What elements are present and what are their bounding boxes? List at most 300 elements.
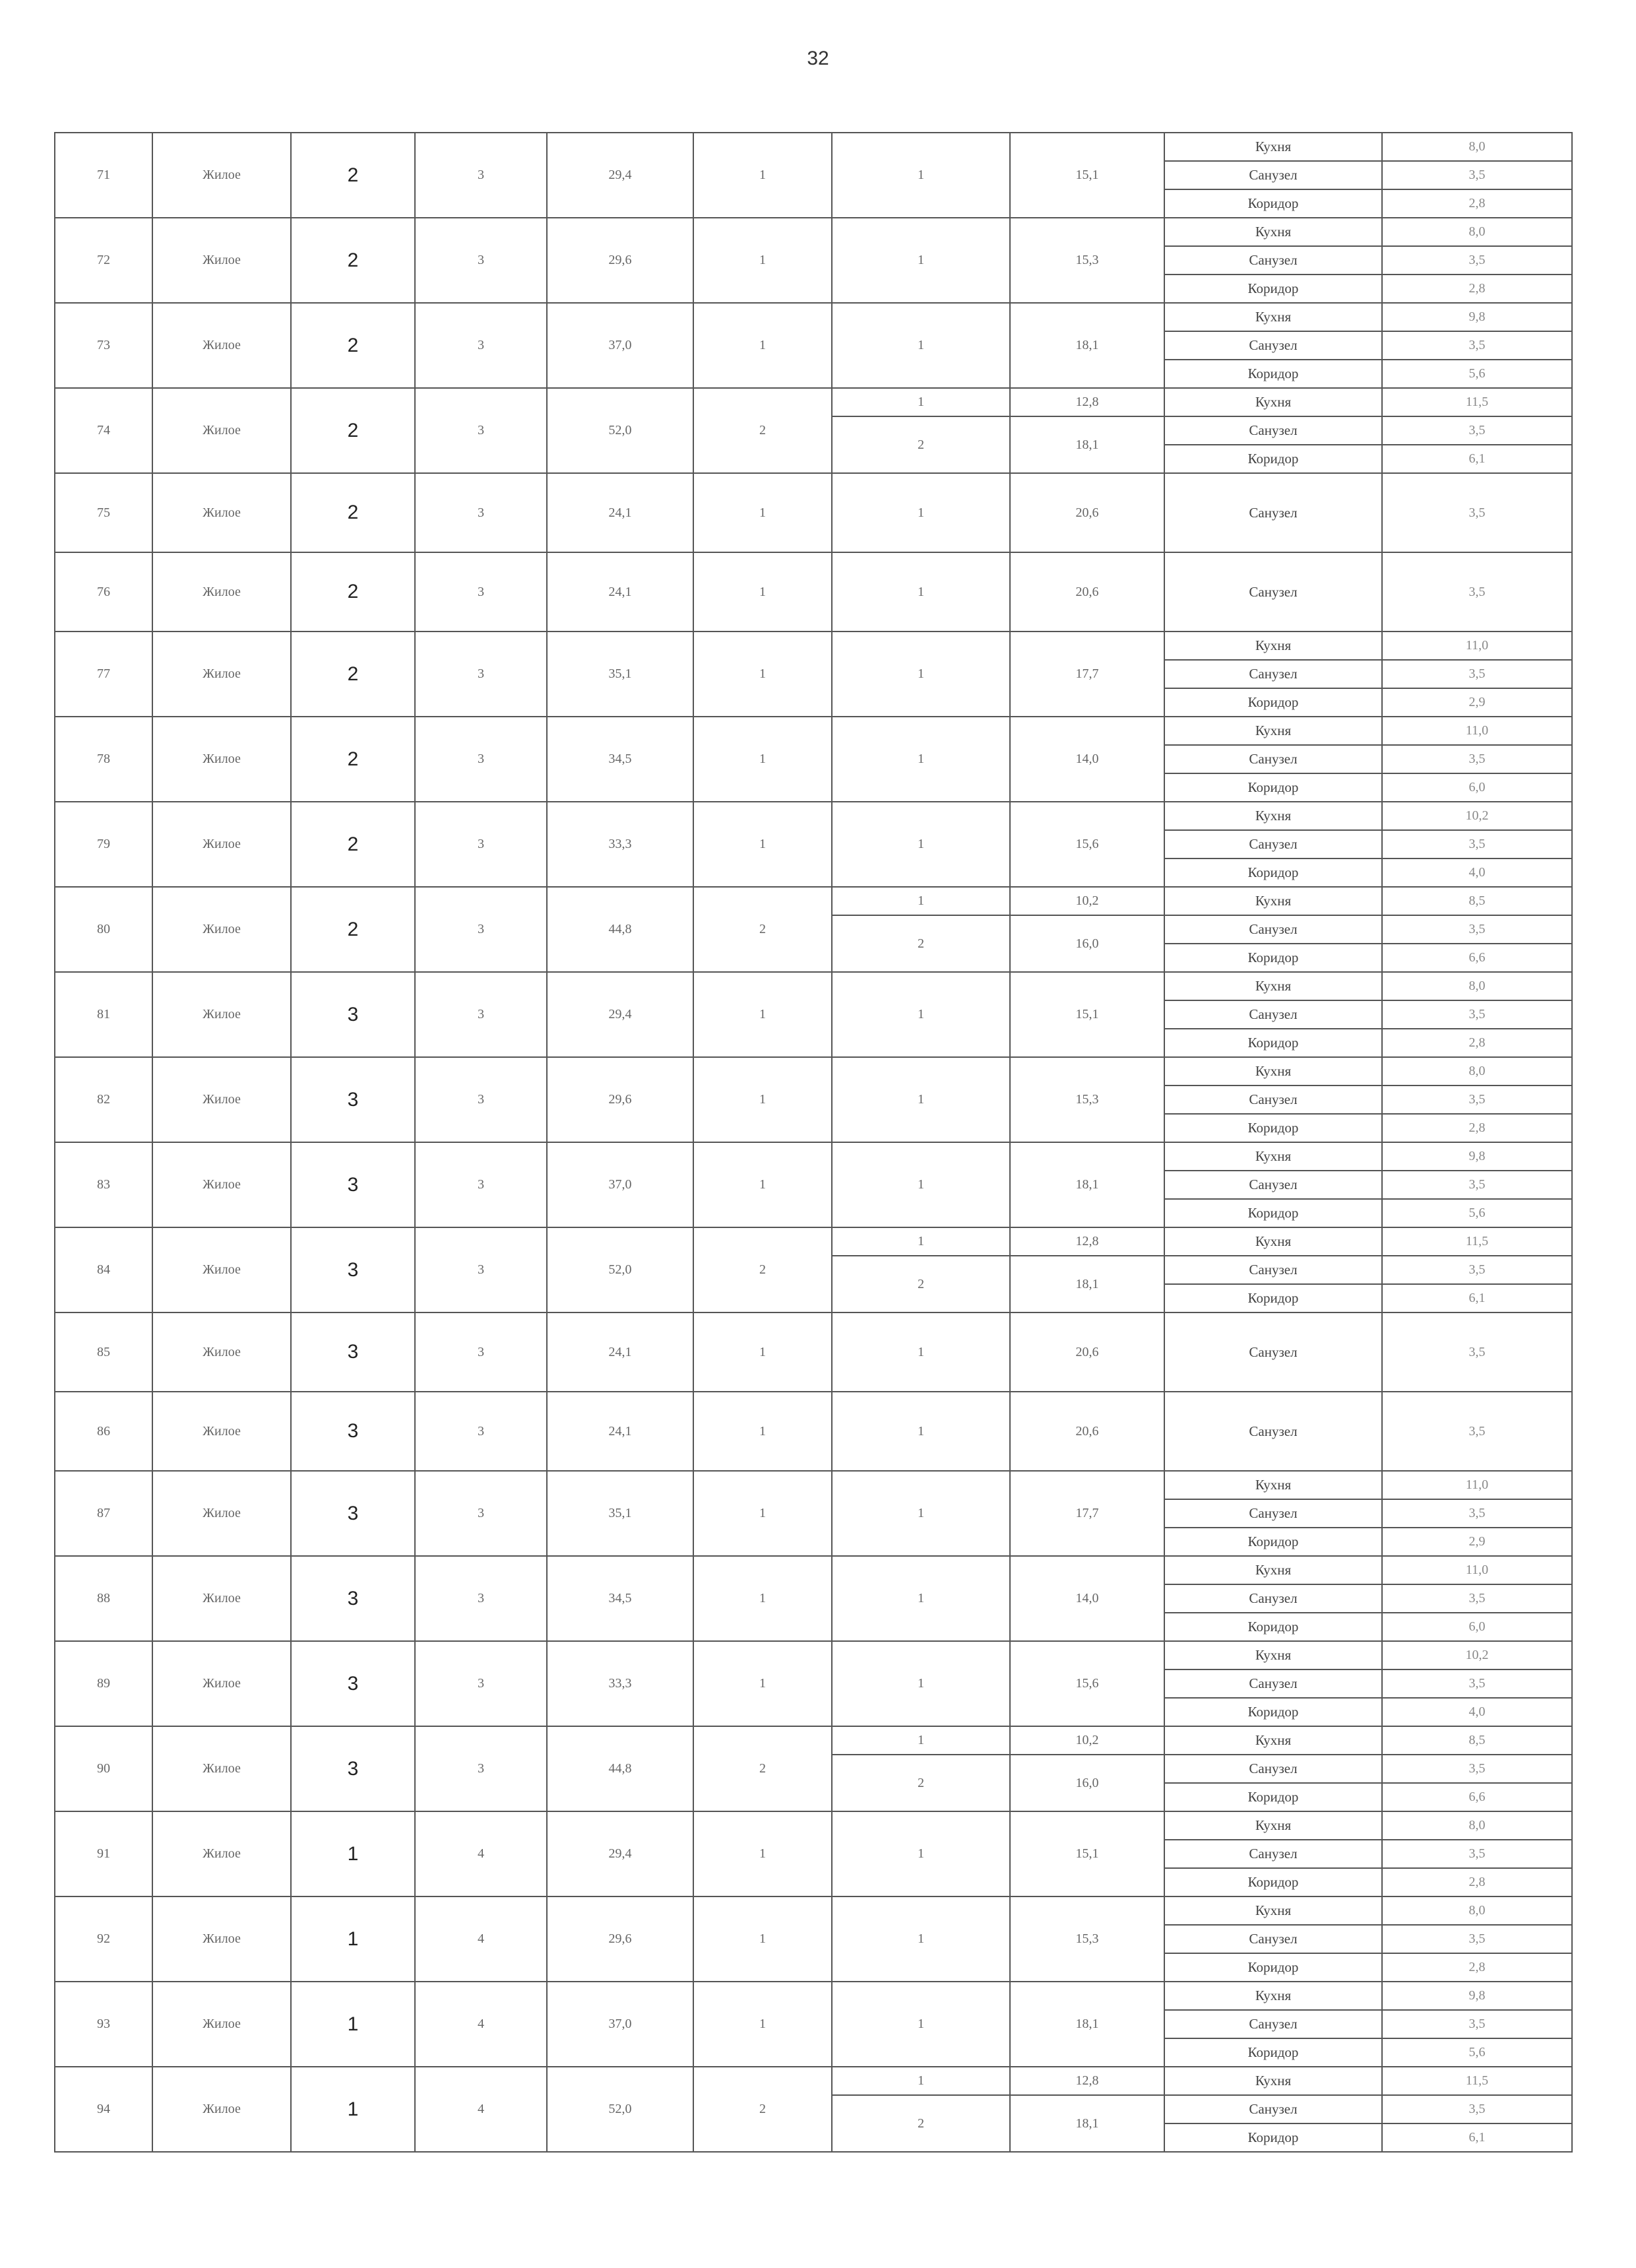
- aux-room-area-cell: 3,5: [1382, 1312, 1572, 1392]
- room-number-cell: 1: [832, 1896, 1010, 1982]
- apartment-number-cell: 93: [55, 1982, 152, 2067]
- purpose-cell: Жилое: [152, 2067, 291, 2152]
- aux-room-area-cell: 2,8: [1382, 1114, 1572, 1142]
- room-area-cell: 12,8: [1010, 2067, 1164, 2095]
- apartment-number-cell: 79: [55, 802, 152, 887]
- room-area-cell: 10,2: [1010, 1726, 1164, 1755]
- section-cell: 3: [415, 632, 547, 717]
- room-number-cell: 2: [832, 1256, 1010, 1312]
- aux-room-name-cell: Коридор: [1164, 688, 1382, 717]
- aux-room-name-cell: Кухня: [1164, 1726, 1382, 1755]
- aux-room-name-cell: Коридор: [1164, 944, 1382, 972]
- purpose-cell: Жилое: [152, 1227, 291, 1312]
- total-area-cell: 29,4: [547, 1811, 693, 1896]
- aux-room-name-cell: Санузел: [1164, 416, 1382, 445]
- purpose-cell: Жилое: [152, 1896, 291, 1982]
- section-cell: 3: [415, 473, 547, 552]
- room-count-cell: 1: [693, 552, 832, 632]
- apartment-number-cell: 75: [55, 473, 152, 552]
- room-number-cell: 1: [832, 388, 1010, 416]
- aux-room-area-cell: 8,0: [1382, 1811, 1572, 1840]
- aux-room-name-cell: Санузел: [1164, 1584, 1382, 1613]
- aux-room-area-cell: 3,5: [1382, 1000, 1572, 1029]
- aux-room-area-cell: 2,8: [1382, 275, 1572, 303]
- apartment-number-cell: 90: [55, 1726, 152, 1811]
- floor-cell: 3: [291, 1471, 415, 1556]
- table-row: [55, 887, 1572, 915]
- aux-room-area-cell: 6,1: [1382, 1284, 1572, 1312]
- purpose-cell: Жилое: [152, 717, 291, 802]
- table-row: [55, 1471, 1572, 1499]
- table-row: [55, 133, 1572, 161]
- apartment-number-cell: 78: [55, 717, 152, 802]
- apartment-table: [54, 132, 1573, 2153]
- aux-room-name-cell: Санузел: [1164, 1755, 1382, 1783]
- table-row: [55, 218, 1572, 246]
- aux-room-name-cell: Кухня: [1164, 1057, 1382, 1085]
- room-count-cell: 1: [693, 1982, 832, 2067]
- aux-room-area-cell: 8,5: [1382, 887, 1572, 915]
- table-row: [55, 1057, 1572, 1085]
- aux-room-area-cell: 8,0: [1382, 1057, 1572, 1085]
- aux-room-area-cell: 6,1: [1382, 445, 1572, 473]
- room-number-cell: 1: [832, 1641, 1010, 1726]
- table-row: [55, 1556, 1572, 1584]
- aux-room-name-cell: Коридор: [1164, 1783, 1382, 1811]
- table-row: [55, 1982, 1572, 2010]
- aux-room-name-cell: Санузел: [1164, 2095, 1382, 2123]
- aux-room-name-cell: Санузел: [1164, 1925, 1382, 1953]
- room-count-cell: 2: [693, 388, 832, 473]
- apartment-number-cell: 80: [55, 887, 152, 972]
- room-number-cell: 1: [832, 2067, 1010, 2095]
- room-count-cell: 1: [693, 802, 832, 887]
- room-number-cell: 1: [832, 1982, 1010, 2067]
- aux-room-area-cell: 5,6: [1382, 360, 1572, 388]
- purpose-cell: Жилое: [152, 303, 291, 388]
- aux-room-name-cell: Санузел: [1164, 161, 1382, 189]
- purpose-cell: Жилое: [152, 552, 291, 632]
- room-count-cell: 1: [693, 218, 832, 303]
- aux-room-area-cell: 6,6: [1382, 1783, 1572, 1811]
- aux-room-area-cell: 3,5: [1382, 1840, 1572, 1868]
- apartment-number-cell: 88: [55, 1556, 152, 1641]
- room-area-cell: 10,2: [1010, 887, 1164, 915]
- room-number-cell: 1: [832, 133, 1010, 218]
- floor-cell: 1: [291, 1896, 415, 1982]
- floor-cell: 2: [291, 388, 415, 473]
- table-row: [55, 473, 1572, 552]
- aux-room-area-cell: 2,8: [1382, 189, 1572, 218]
- room-area-cell: 18,1: [1010, 303, 1164, 388]
- aux-room-area-cell: 9,8: [1382, 303, 1572, 331]
- aux-room-area-cell: 8,5: [1382, 1726, 1572, 1755]
- aux-room-name-cell: Санузел: [1164, 1085, 1382, 1114]
- total-area-cell: 52,0: [547, 1227, 693, 1312]
- table-row: [55, 802, 1572, 830]
- total-area-cell: 33,3: [547, 802, 693, 887]
- aux-room-name-cell: Кухня: [1164, 1896, 1382, 1925]
- total-area-cell: 33,3: [547, 1641, 693, 1726]
- aux-room-name-cell: Коридор: [1164, 1613, 1382, 1641]
- aux-room-area-cell: 9,8: [1382, 1142, 1572, 1171]
- room-number-cell: 2: [832, 1755, 1010, 1811]
- purpose-cell: Жилое: [152, 473, 291, 552]
- aux-room-name-cell: Санузел: [1164, 2010, 1382, 2038]
- aux-room-name-cell: Санузел: [1164, 745, 1382, 773]
- room-count-cell: 1: [693, 1312, 832, 1392]
- room-number-cell: 1: [832, 972, 1010, 1057]
- room-count-cell: 1: [693, 972, 832, 1057]
- aux-room-name-cell: Коридор: [1164, 1284, 1382, 1312]
- aux-room-area-cell: 5,6: [1382, 1199, 1572, 1227]
- aux-room-name-cell: Санузел: [1164, 660, 1382, 688]
- aux-room-area-cell: 3,5: [1382, 1392, 1572, 1471]
- room-number-cell: 1: [832, 1142, 1010, 1227]
- floor-cell: 3: [291, 1057, 415, 1142]
- aux-room-name-cell: Коридор: [1164, 1199, 1382, 1227]
- purpose-cell: Жилое: [152, 218, 291, 303]
- total-area-cell: 24,1: [547, 1312, 693, 1392]
- aux-room-area-cell: 11,5: [1382, 2067, 1572, 2095]
- room-count-cell: 2: [693, 1726, 832, 1811]
- total-area-cell: 37,0: [547, 1982, 693, 2067]
- section-cell: 3: [415, 1227, 547, 1312]
- purpose-cell: Жилое: [152, 972, 291, 1057]
- floor-cell: 2: [291, 303, 415, 388]
- room-area-cell: 18,1: [1010, 416, 1164, 473]
- floor-cell: 3: [291, 1312, 415, 1392]
- room-count-cell: 1: [693, 1142, 832, 1227]
- section-cell: 3: [415, 303, 547, 388]
- aux-room-area-cell: 5,6: [1382, 2038, 1572, 2067]
- apartment-number-cell: 73: [55, 303, 152, 388]
- floor-cell: 3: [291, 1227, 415, 1312]
- aux-room-name-cell: Санузел: [1164, 473, 1382, 552]
- aux-room-name-cell: Санузел: [1164, 331, 1382, 360]
- purpose-cell: Жилое: [152, 1811, 291, 1896]
- room-count-cell: 1: [693, 1896, 832, 1982]
- page-number: 32: [807, 48, 829, 69]
- aux-room-area-cell: 2,8: [1382, 1868, 1572, 1896]
- room-count-cell: 1: [693, 133, 832, 218]
- room-count-cell: 1: [693, 1556, 832, 1641]
- aux-room-name-cell: Коридор: [1164, 1528, 1382, 1556]
- table-row: [55, 717, 1572, 745]
- aux-room-area-cell: 8,0: [1382, 133, 1572, 161]
- table-row: [55, 1227, 1572, 1256]
- aux-room-name-cell: Коридор: [1164, 1953, 1382, 1982]
- table-row: [55, 972, 1572, 1000]
- room-area-cell: 15,3: [1010, 1057, 1164, 1142]
- section-cell: 3: [415, 1142, 547, 1227]
- aux-room-area-cell: 3,5: [1382, 915, 1572, 944]
- room-area-cell: 17,7: [1010, 1471, 1164, 1556]
- purpose-cell: Жилое: [152, 1641, 291, 1726]
- purpose-cell: Жилое: [152, 802, 291, 887]
- floor-cell: 1: [291, 2067, 415, 2152]
- room-area-cell: 20,6: [1010, 1392, 1164, 1471]
- table-row: [55, 1392, 1572, 1471]
- aux-room-name-cell: Коридор: [1164, 2038, 1382, 2067]
- total-area-cell: 52,0: [547, 2067, 693, 2152]
- table-row: [55, 632, 1572, 660]
- room-area-cell: 17,7: [1010, 632, 1164, 717]
- room-area-cell: 15,6: [1010, 1641, 1164, 1726]
- room-area-cell: 20,6: [1010, 552, 1164, 632]
- aux-room-area-cell: 11,0: [1382, 717, 1572, 745]
- section-cell: 3: [415, 887, 547, 972]
- total-area-cell: 29,4: [547, 972, 693, 1057]
- table-row: [55, 1811, 1572, 1840]
- purpose-cell: Жилое: [152, 887, 291, 972]
- aux-room-area-cell: 2,8: [1382, 1953, 1572, 1982]
- section-cell: 3: [415, 1641, 547, 1726]
- aux-room-name-cell: Санузел: [1164, 830, 1382, 859]
- aux-room-name-cell: Кухня: [1164, 1556, 1382, 1584]
- aux-room-name-cell: Коридор: [1164, 2123, 1382, 2152]
- floor-cell: 1: [291, 1982, 415, 2067]
- aux-room-area-cell: 11,5: [1382, 388, 1572, 416]
- room-count-cell: 2: [693, 1227, 832, 1312]
- room-number-cell: 2: [832, 416, 1010, 473]
- room-area-cell: 16,0: [1010, 1755, 1164, 1811]
- total-area-cell: 34,5: [547, 717, 693, 802]
- floor-cell: 3: [291, 1556, 415, 1641]
- room-count-cell: 2: [693, 2067, 832, 2152]
- room-count-cell: 1: [693, 717, 832, 802]
- aux-room-name-cell: Кухня: [1164, 303, 1382, 331]
- aux-room-area-cell: 9,8: [1382, 1982, 1572, 2010]
- aux-room-area-cell: 3,5: [1382, 2010, 1572, 2038]
- room-count-cell: 1: [693, 1471, 832, 1556]
- aux-room-area-cell: 11,0: [1382, 1471, 1572, 1499]
- table-row: [55, 2067, 1572, 2095]
- aux-room-area-cell: 8,0: [1382, 972, 1572, 1000]
- purpose-cell: Жилое: [152, 1057, 291, 1142]
- aux-room-area-cell: 11,0: [1382, 632, 1572, 660]
- section-cell: 3: [415, 1726, 547, 1811]
- aux-room-area-cell: 4,0: [1382, 859, 1572, 887]
- aux-room-name-cell: Санузел: [1164, 1171, 1382, 1199]
- aux-room-area-cell: 10,2: [1382, 802, 1572, 830]
- aux-room-name-cell: Коридор: [1164, 275, 1382, 303]
- total-area-cell: 24,1: [547, 1392, 693, 1471]
- room-number-cell: 1: [832, 1057, 1010, 1142]
- apartment-number-cell: 72: [55, 218, 152, 303]
- aux-room-name-cell: Кухня: [1164, 133, 1382, 161]
- section-cell: 4: [415, 1811, 547, 1896]
- aux-room-name-cell: Кухня: [1164, 632, 1382, 660]
- room-count-cell: 1: [693, 1392, 832, 1471]
- aux-room-area-cell: 6,6: [1382, 944, 1572, 972]
- room-area-cell: 20,6: [1010, 1312, 1164, 1392]
- table-row: [55, 1142, 1572, 1171]
- apartment-number-cell: 82: [55, 1057, 152, 1142]
- apartment-number-cell: 74: [55, 388, 152, 473]
- floor-cell: 2: [291, 473, 415, 552]
- room-number-cell: 1: [832, 1227, 1010, 1256]
- aux-room-name-cell: Кухня: [1164, 2067, 1382, 2095]
- purpose-cell: Жилое: [152, 1556, 291, 1641]
- aux-room-area-cell: 11,5: [1382, 1227, 1572, 1256]
- section-cell: 3: [415, 717, 547, 802]
- total-area-cell: 52,0: [547, 388, 693, 473]
- total-area-cell: 24,1: [547, 552, 693, 632]
- room-number-cell: 2: [832, 2095, 1010, 2152]
- total-area-cell: 37,0: [547, 303, 693, 388]
- total-area-cell: 29,4: [547, 133, 693, 218]
- total-area-cell: 29,6: [547, 1896, 693, 1982]
- total-area-cell: 37,0: [547, 1142, 693, 1227]
- section-cell: 3: [415, 1471, 547, 1556]
- purpose-cell: Жилое: [152, 133, 291, 218]
- aux-room-name-cell: Кухня: [1164, 1641, 1382, 1669]
- room-number-cell: 1: [832, 1392, 1010, 1471]
- purpose-cell: Жилое: [152, 1392, 291, 1471]
- aux-room-area-cell: 4,0: [1382, 1698, 1572, 1726]
- aux-room-area-cell: 2,8: [1382, 1029, 1572, 1057]
- room-area-cell: 15,1: [1010, 133, 1164, 218]
- section-cell: 3: [415, 1057, 547, 1142]
- aux-room-area-cell: 3,5: [1382, 1669, 1572, 1698]
- room-count-cell: 1: [693, 303, 832, 388]
- floor-cell: 3: [291, 1142, 415, 1227]
- room-number-cell: 1: [832, 717, 1010, 802]
- aux-room-name-cell: Коридор: [1164, 859, 1382, 887]
- aux-room-area-cell: 3,5: [1382, 473, 1572, 552]
- room-area-cell: 15,1: [1010, 1811, 1164, 1896]
- purpose-cell: Жилое: [152, 1982, 291, 2067]
- purpose-cell: Жилое: [152, 1142, 291, 1227]
- room-count-cell: 1: [693, 473, 832, 552]
- purpose-cell: Жилое: [152, 1471, 291, 1556]
- apartment-number-cell: 92: [55, 1896, 152, 1982]
- aux-room-area-cell: 6,0: [1382, 773, 1572, 802]
- floor-cell: 1: [291, 1811, 415, 1896]
- purpose-cell: Жилое: [152, 1726, 291, 1811]
- aux-room-area-cell: 3,5: [1382, 745, 1572, 773]
- aux-room-area-cell: 3,5: [1382, 246, 1572, 275]
- section-cell: 4: [415, 1896, 547, 1982]
- room-area-cell: 18,1: [1010, 1982, 1164, 2067]
- room-number-cell: 1: [832, 303, 1010, 388]
- total-area-cell: 44,8: [547, 887, 693, 972]
- aux-room-name-cell: Кухня: [1164, 388, 1382, 416]
- room-number-cell: 1: [832, 552, 1010, 632]
- aux-room-name-cell: Коридор: [1164, 189, 1382, 218]
- total-area-cell: 34,5: [547, 1556, 693, 1641]
- floor-cell: 2: [291, 802, 415, 887]
- aux-room-area-cell: 3,5: [1382, 161, 1572, 189]
- room-count-cell: 1: [693, 632, 832, 717]
- room-number-cell: 1: [832, 887, 1010, 915]
- floor-cell: 3: [291, 1726, 415, 1811]
- table-row: [55, 1641, 1572, 1669]
- aux-room-name-cell: Кухня: [1164, 1227, 1382, 1256]
- aux-room-name-cell: Кухня: [1164, 1471, 1382, 1499]
- room-area-cell: 18,1: [1010, 1142, 1164, 1227]
- table-row: [55, 1896, 1572, 1925]
- section-cell: 3: [415, 552, 547, 632]
- apartment-number-cell: 87: [55, 1471, 152, 1556]
- apartment-number-cell: 86: [55, 1392, 152, 1471]
- aux-room-name-cell: Санузел: [1164, 1000, 1382, 1029]
- aux-room-area-cell: 3,5: [1382, 1584, 1572, 1613]
- room-area-cell: 15,3: [1010, 218, 1164, 303]
- room-area-cell: 18,1: [1010, 2095, 1164, 2152]
- aux-room-area-cell: 8,0: [1382, 1896, 1572, 1925]
- aux-room-name-cell: Коридор: [1164, 773, 1382, 802]
- aux-room-area-cell: 3,5: [1382, 1256, 1572, 1284]
- aux-room-area-cell: 6,0: [1382, 1613, 1572, 1641]
- aux-room-name-cell: Санузел: [1164, 246, 1382, 275]
- floor-cell: 3: [291, 1641, 415, 1726]
- room-area-cell: 20,6: [1010, 473, 1164, 552]
- total-area-cell: 44,8: [547, 1726, 693, 1811]
- room-area-cell: 15,3: [1010, 1896, 1164, 1982]
- aux-room-area-cell: 3,5: [1382, 1925, 1572, 1953]
- table-row: [55, 303, 1572, 331]
- apartment-number-cell: 91: [55, 1811, 152, 1896]
- aux-room-name-cell: Коридор: [1164, 445, 1382, 473]
- room-number-cell: 1: [832, 632, 1010, 717]
- aux-room-name-cell: Кухня: [1164, 717, 1382, 745]
- aux-room-name-cell: Кухня: [1164, 1982, 1382, 2010]
- room-number-cell: 1: [832, 1556, 1010, 1641]
- aux-room-name-cell: Санузел: [1164, 915, 1382, 944]
- aux-room-name-cell: Коридор: [1164, 1114, 1382, 1142]
- room-number-cell: 2: [832, 915, 1010, 972]
- aux-room-area-cell: 3,5: [1382, 1499, 1572, 1528]
- table-row: [55, 552, 1572, 632]
- room-area-cell: 16,0: [1010, 915, 1164, 972]
- room-area-cell: 18,1: [1010, 1256, 1164, 1312]
- room-number-cell: 1: [832, 1811, 1010, 1896]
- purpose-cell: Жилое: [152, 388, 291, 473]
- room-area-cell: 14,0: [1010, 717, 1164, 802]
- aux-room-area-cell: 3,5: [1382, 830, 1572, 859]
- aux-room-name-cell: Кухня: [1164, 218, 1382, 246]
- table-row: [55, 388, 1572, 416]
- apartment-number-cell: 83: [55, 1142, 152, 1227]
- table-row: [55, 1312, 1572, 1392]
- apartment-number-cell: 81: [55, 972, 152, 1057]
- floor-cell: 2: [291, 887, 415, 972]
- floor-cell: 2: [291, 218, 415, 303]
- total-area-cell: 29,6: [547, 218, 693, 303]
- aux-room-name-cell: Санузел: [1164, 1392, 1382, 1471]
- aux-room-area-cell: 3,5: [1382, 660, 1572, 688]
- aux-room-area-cell: 2,9: [1382, 1528, 1572, 1556]
- aux-room-name-cell: Кухня: [1164, 802, 1382, 830]
- room-area-cell: 12,8: [1010, 1227, 1164, 1256]
- aux-room-area-cell: 6,1: [1382, 2123, 1572, 2152]
- aux-room-name-cell: Кухня: [1164, 972, 1382, 1000]
- aux-room-name-cell: Коридор: [1164, 1029, 1382, 1057]
- room-number-cell: 1: [832, 218, 1010, 303]
- floor-cell: 3: [291, 972, 415, 1057]
- apartment-number-cell: 71: [55, 133, 152, 218]
- apartment-number-cell: 89: [55, 1641, 152, 1726]
- aux-room-area-cell: 3,5: [1382, 1085, 1572, 1114]
- aux-room-area-cell: 10,2: [1382, 1641, 1572, 1669]
- section-cell: 3: [415, 388, 547, 473]
- room-area-cell: 12,8: [1010, 388, 1164, 416]
- aux-room-area-cell: 2,9: [1382, 688, 1572, 717]
- section-cell: 3: [415, 1556, 547, 1641]
- room-count-cell: 2: [693, 887, 832, 972]
